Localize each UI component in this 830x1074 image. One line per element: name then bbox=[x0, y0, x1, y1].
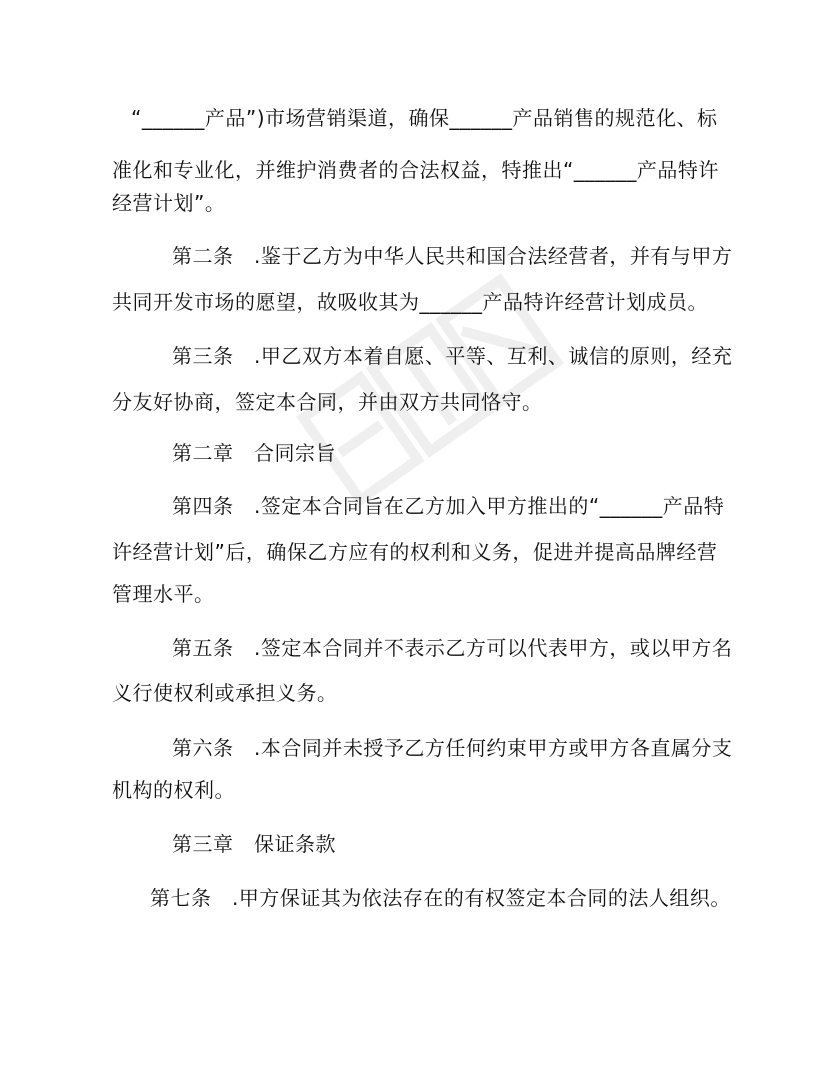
chapter-3-heading: 第三章 保证条款 bbox=[172, 832, 336, 856]
text-line: 许经营计划”后，确保乙方应有的权利和义务，促进并提高品牌经营 bbox=[112, 540, 718, 564]
clause-2: 第二条 .鉴于乙方为中华人民共和国合法经营者，并有与甲方 bbox=[172, 244, 733, 268]
text-line: 机构的权利。 bbox=[112, 778, 235, 802]
clause-3: 第三条 .甲乙双方本着自愿、平等、互利、诚信的原则，经充 bbox=[172, 344, 733, 368]
clause-4: 第四条 .签定本合同旨在乙方加入甲方推出的“______产品特 bbox=[172, 494, 725, 518]
text-line: 准化和专业化，并维护消费者的合法权益，特推出“______产品特许 bbox=[112, 158, 719, 182]
text-line: “______产品”)市场营销渠道，确保______产品销售的规范化、标 bbox=[131, 106, 718, 130]
text-line: 经营计划”。 bbox=[112, 191, 226, 215]
chapter-2-heading: 第二章 合同宗旨 bbox=[172, 441, 336, 465]
text-line: 管理水平。 bbox=[112, 582, 215, 606]
text-line: 分友好协商，签定本合同，并由双方共同恪守。 bbox=[112, 390, 543, 414]
text-line: 义行使权利或承担义务。 bbox=[112, 681, 338, 705]
clause-6: 第六条 .本合同并未授予乙方任何约束甲方或甲方各直属分支 bbox=[172, 736, 733, 760]
clause-5: 第五条 .签定本合同并不表示乙方可以代表甲方，或以甲方名 bbox=[172, 636, 733, 660]
text-line: 共同开发市场的愿望，故吸收其为______产品特许经营计划成员。 bbox=[112, 290, 708, 314]
clause-7: 第七条 .甲方保证其为依法存在的有权签定本合同的法人组织。 bbox=[150, 886, 731, 910]
